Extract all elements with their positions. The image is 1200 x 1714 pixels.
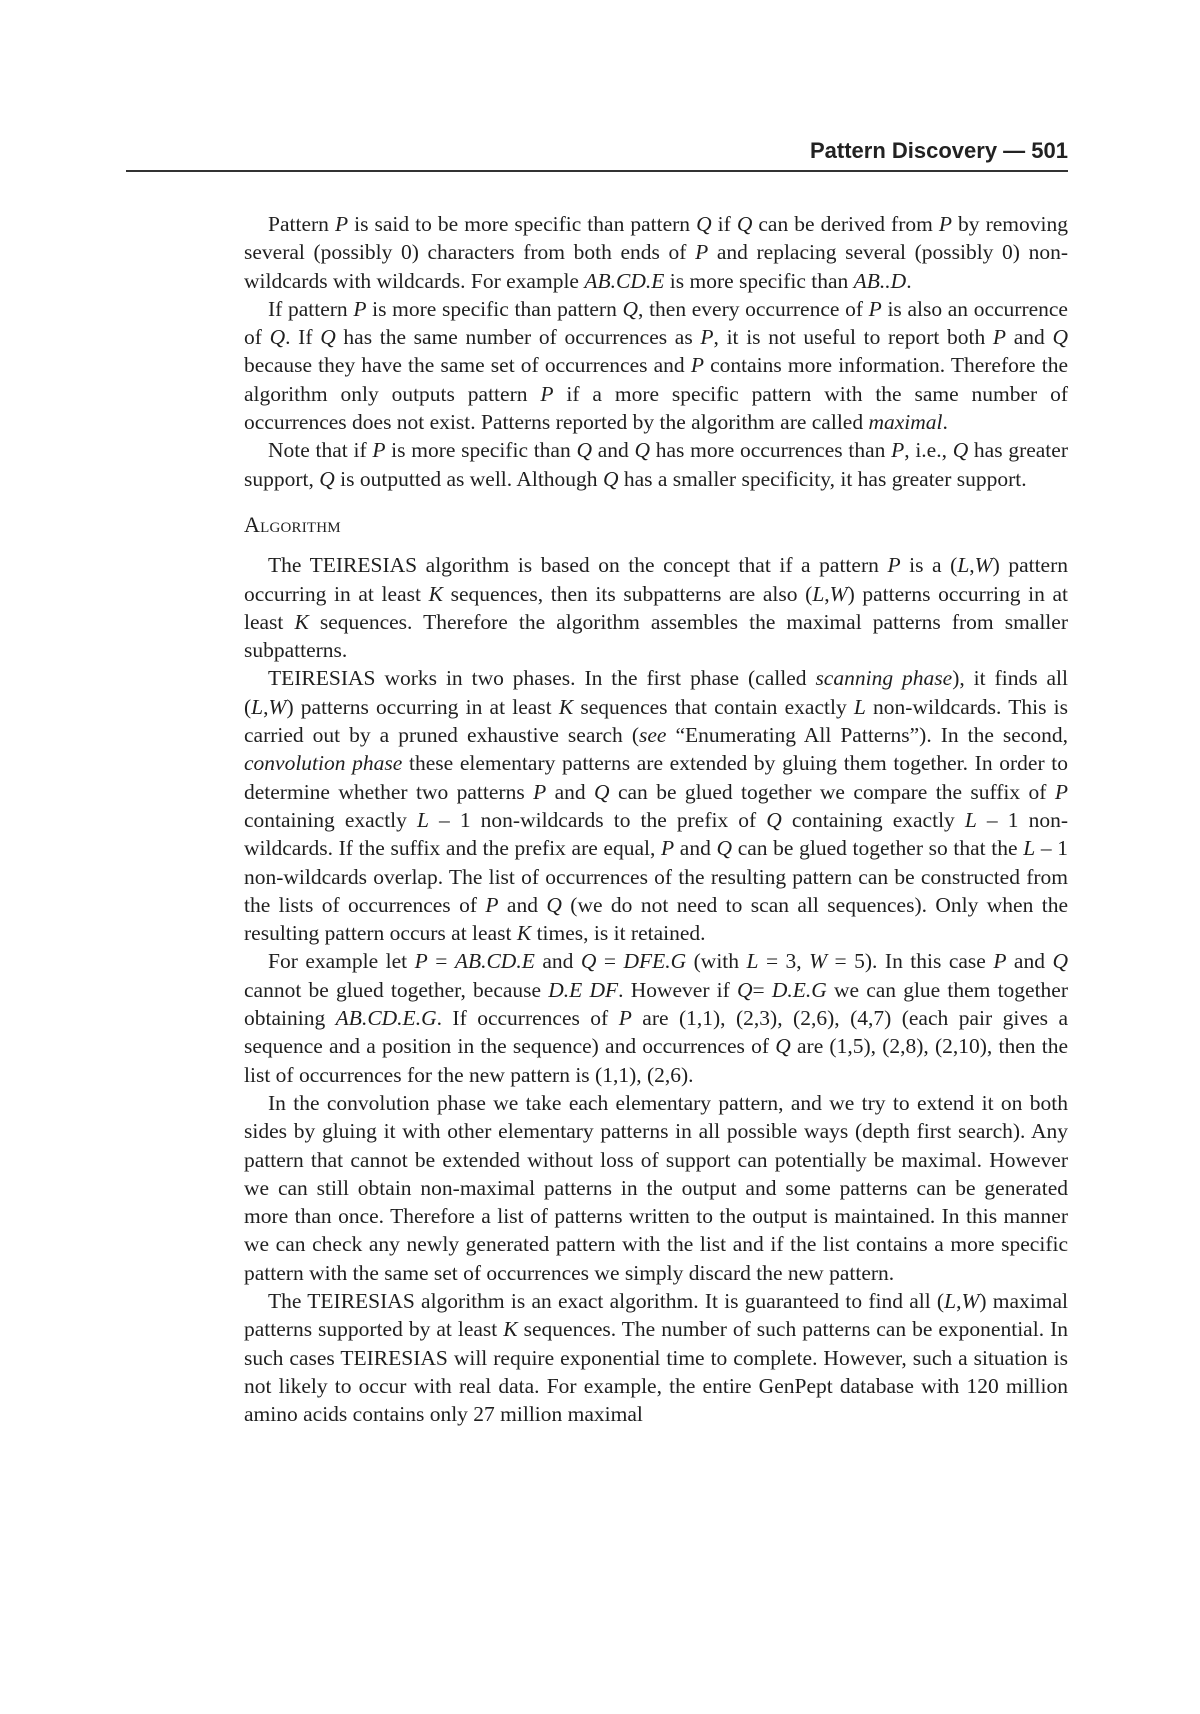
text-run: is also an occurrence of [244,296,1068,350]
text-run: If pattern [268,296,354,321]
text-run: can be glued together so that the [732,836,1024,861]
text-run: if a more specific pattern with the same number of occurrences does not exist. Patterns reported by the algorithm are called [244,381,1069,435]
math-term: Q [319,466,335,491]
math-term: W [961,1288,980,1313]
math-term: L [416,807,429,832]
text-run: containing exactly [244,807,417,832]
text-run: sequences that contain exactly [573,694,854,719]
math-term: Q [622,296,639,321]
body-text [244,210,1068,1428]
running-header [126,134,1068,172]
text-run: and [674,836,717,861]
math-term: Q [576,438,592,463]
text-run: – 1 non-wildcards overlap. The list of occurrences of the resulting pattern can be constructed from the lists of occurrences of [244,836,1069,917]
math-term: P [485,892,499,917]
text-run: times, is it retained. [531,921,706,946]
math-term: L [1023,836,1036,861]
text-run: The TEIRESIAS algorithm is based on the concept that if a pattern [268,553,888,578]
paragraph [244,551,1068,664]
math-term: P [938,212,953,236]
math-term: L [812,581,825,606]
math-term: P [661,836,675,861]
text-run: , [824,581,830,606]
math-term: Q [1052,949,1068,974]
text-run: – 1 non-wildcards to the prefix of [428,807,767,832]
text-run: (with [686,949,747,974]
text-run: , [969,553,975,578]
math-term: L [957,553,970,578]
text-run: , then every occurrence of [638,296,869,321]
text-run: and [1006,949,1053,974]
math-term: Q [952,438,969,463]
math-term: Q [775,1034,791,1059]
math-term: P [334,212,349,236]
paragraph [244,1089,1068,1287]
text-run: these elementary patterns are extended by gluing them together. In order to determine whether two patterns [244,751,1068,804]
text-run: is more specific than [664,268,854,293]
text-run: . [906,268,912,293]
text-run: . [942,410,948,435]
paragraph [244,947,1068,1088]
text-run: and replacing several (possibly 0) non-wildcards with wildcards. For example [244,240,1068,293]
text-run: The TEIRESIAS algorithm is an exact algorithm. It is guaranteed to find all ( [268,1288,945,1313]
text-run: , [956,1288,962,1313]
math-term: L [853,694,866,719]
text-run: has greater support, [244,438,1068,491]
text-run: can be glued together we compare the suffix of [609,779,1055,804]
math-term: AB.CD.E [454,949,535,974]
section-heading: Algorithm [244,511,341,537]
math-term: L [944,1288,957,1313]
text-run: = [427,949,455,974]
math-term: P [540,381,554,406]
math-term: scanning phase [815,666,953,691]
math-term: W [268,694,287,719]
text-run: sequences. Therefore the algorithm assembles the maximal patterns from smaller subpatterns. [244,609,1068,663]
math-term: K [503,1317,518,1342]
math-term: DFE.G [623,949,687,974]
paragraph [244,295,1068,436]
text-run: because they have the same set of occurrences and [244,353,691,378]
text-run: ) maximal patterns supported by at least [244,1288,1068,1342]
text-run: TEIRESIAS works in two phases. In the first phase (called [268,666,816,691]
math-term: P [690,353,704,378]
text-run: ) patterns occurring in at least [286,694,559,719]
math-term: P [993,949,1007,974]
math-term: DF [589,977,619,1002]
math-term: W [809,949,828,974]
math-term: P [618,1006,632,1031]
math-term: Q [696,212,712,236]
math-term: P [992,325,1007,350]
text-run: non-wildcards. This is carried out by a pruned exhaustive search ( [244,694,1068,748]
text-run: . If [285,325,321,350]
text-run: are (1,5), (2,8), (2,10), then the list of occurrences for the new pattern is (1,1), (2,6). [244,1034,1068,1087]
math-term: Q [580,949,597,974]
text-run: , i.e., [904,438,953,463]
text-run: . If occurrences of [436,1006,619,1031]
text-run: , it is not useful to report both [713,325,993,350]
text-run: is outputted as well. Although [334,466,603,491]
paragraph [244,210,1068,295]
math-term: Q [766,807,782,832]
text-run: can be derived from [752,212,939,236]
paragraph [244,1287,1068,1428]
paragraph [244,436,1068,493]
math-term: P [1054,779,1068,804]
math-term: P [372,438,386,463]
text-run: if [711,212,737,236]
text-run: and [498,892,547,917]
text-run: “Enumerating All Patterns”). In the second, [666,723,1068,748]
text-run: sequences. The number of such patterns can be exponential. In such cases TEIRESIAS will require exponential time to complete. However, such a situation is not likely to occur with real data. For example, the entire GenPept database with 120 million amino acids contains only 27 million maximal [244,1317,1068,1427]
math-term: K [516,921,532,946]
text-run: (we do not need to scan all sequences). Only when the resulting pattern occurs at least [244,892,1069,946]
math-term: see [638,723,667,748]
math-term: P [891,438,905,463]
running-title: Pattern Discovery — 501 [809,138,1068,163]
math-term: Q [546,892,562,917]
math-term: L [964,807,977,832]
math-term: Q [1052,325,1068,350]
math-term: L [746,949,759,974]
text-run: and [1006,325,1053,350]
text-run: is said to be more specific than pattern [348,212,697,236]
text-run: Note that if [268,438,373,463]
math-term: P [695,240,709,265]
math-term: convolution phase [244,751,403,776]
text-run: cannot be glued together, because [244,977,549,1002]
text-run: and [534,949,581,974]
text-run: ), it finds all ( [244,666,1068,719]
math-term: P [533,779,547,804]
text-run: ) pattern occurring in at least [244,553,1069,606]
math-term: K [428,581,443,606]
math-term: maximal [868,410,943,435]
text-run: , [263,694,269,719]
text-run: . However if [618,977,737,1002]
math-term: P [414,949,428,974]
math-term: W [829,581,848,606]
math-term: Q [269,325,286,350]
math-term: L [251,694,264,719]
text-run: by removing several (possibly 0) characters from both ends of [244,212,1068,265]
text-run: = [596,949,624,974]
math-term: P [700,325,714,350]
math-term: AB.CD.E.G [335,1006,437,1031]
text-run: and [546,779,595,804]
text-run: is more specific than [385,438,577,463]
paragraph [244,664,1068,947]
text-run: – 1 non-wildcards. If the suffix and the prefix are equal, [244,807,1068,861]
math-term: Q [634,438,650,463]
text-run: containing exactly [781,807,965,832]
text-run: sequences, then its subpatterns are also ( [442,581,813,606]
math-term: D.E [548,977,583,1002]
math-term: AB..D [853,268,907,293]
math-term: Q [737,977,753,1002]
text-run: and [591,438,635,463]
text-run: we can glue them together obtaining [244,977,1069,1031]
math-term: P [887,553,901,578]
text-run: = [752,977,772,1002]
math-term: W [974,553,993,578]
math-term: K [294,609,309,634]
text-run: In the convolution phase we take each elementary pattern, and we try to extend it on both sides by gluing it with other elementary patterns in all possible ways (depth first search). Any pattern that cannot be extended without loss of support can potentially be maximal. However we can still obtain non-maximal patterns in the output and some patterns can be generated more than once. Therefore a list of patterns written to the output is maintained. In this manner we can check any newly generated pattern with the list and if the list contains a more specific pattern with the same set of occurrences we simply discard the new pattern. [244,1090,1068,1285]
math-term: P [353,296,367,321]
text-run: Pattern [268,212,335,236]
math-term: P [868,296,882,321]
text-run: has the same number of occurrences as [335,325,701,350]
math-term: AB.CD.E [584,268,665,293]
text-run: has more occurrences than [650,438,892,463]
math-term: K [558,694,574,719]
text-run: is more specific than pattern [366,296,623,321]
text-run: are (1,1), (2,3), (2,6), (4,7) (each pair gives a sequence and a position in the sequence) and occurrences of [244,1006,1068,1059]
math-term: D.E.G [771,977,827,1002]
text-run: For example let [268,949,415,974]
text-run: is a ( [900,553,958,578]
math-term: Q [736,212,753,236]
text-run: = 5). In this case [827,949,994,974]
math-term: Q [320,325,336,350]
text-run: contains more information. Therefore the algorithm only outputs pattern [244,353,1068,406]
text-run: = 3, [758,949,810,974]
math-term: Q [602,466,619,491]
math-term: Q [594,779,610,804]
math-term: Q [716,836,733,861]
text-run: ) patterns occurring in at least [244,581,1068,634]
text-run: has a smaller specificity, it has greater support. [618,466,1027,491]
